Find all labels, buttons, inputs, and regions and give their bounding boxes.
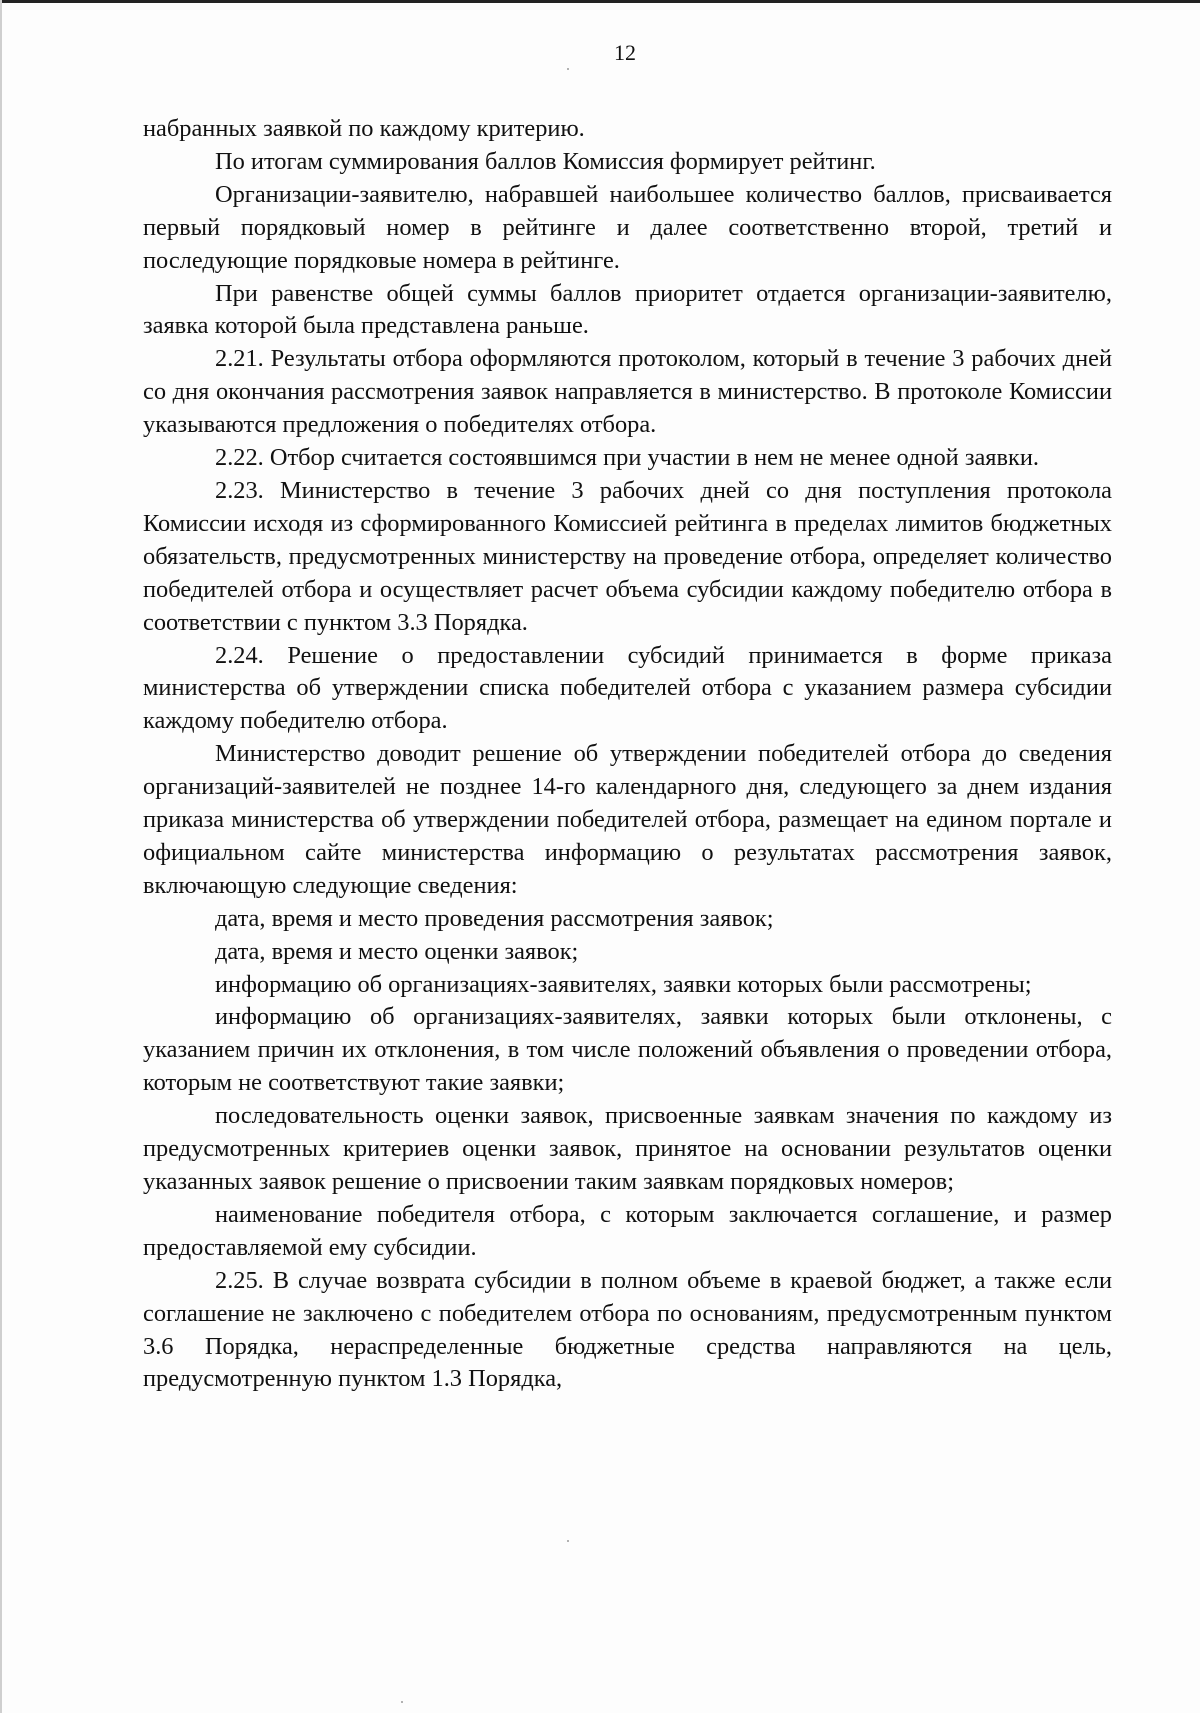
paragraph-2-25: 2.25. В случае возврата субсидии в полном объеме в краевой бюджет, а также если соглашение не заключено с победителем отбора по основаниям, предусмотренным пунктом 3.6 Порядка, нераспределенные бюджетные средства направляются на цель, предусмотренную пунктом 1.3 Порядка, xyxy=(143,1266,1112,1393)
paragraph: набранных заявкой по каждому критерию. xyxy=(143,115,585,142)
paragraph: По итогам суммирования баллов Комиссия формирует рейтинг. xyxy=(215,147,876,175)
paragraph: Организации-заявителю, набравшей наибольшее количество баллов, присваивается первый порядковый номер в рейтинге и далее соответственно второй, третий и последующие порядковые номера в рейтинге. xyxy=(143,180,1112,274)
paragraph-2-22: 2.22. Отбор считается состоявшимся при участии в нем не менее одной заявки. xyxy=(215,444,1040,472)
document-body xyxy=(143,113,1112,1396)
scan-left-edge xyxy=(0,0,2,1713)
list-item: информацию об организациях-заявителях, заявки которых были отклонены, с указанием причин их отклонения, в том числе положений объявления о проведении отбора, которым не соответствуют такие заявки; xyxy=(143,1003,1112,1097)
paragraph: При равенстве общей суммы баллов приоритет отдается организации-заявителю, заявка которой была представлена раньше. xyxy=(143,279,1112,340)
paragraph: Министерство доводит решение об утверждении победителей отбора до сведения организаций-заявителей не позднее 14-го календарного дня, следующего за днем издания приказа министерства об утверждении победителей отбора, размещает на едином портале и официальном сайте министерства информацию о результатах рассмотрения заявок, включающую следующие сведения: xyxy=(143,740,1112,899)
scan-top-edge xyxy=(0,0,1200,3)
list-item: информацию об организациях-заявителях, заявки которых были рассмотрены; xyxy=(215,970,1032,998)
paragraph-2-24: 2.24. Решение о предоставлении субсидий принимается в форме приказа министерства об утверждении списка победителей отбора с указанием размера субсидии каждому победителю отбора. xyxy=(143,641,1112,735)
paragraph-2-23: 2.23. Министерство в течение 3 рабочих дней со дня поступления протокола Комиссии исходя из сформированного Комиссией рейтинга в пределах лимитов бюджетных обязательств, предусмотренных министерству на проведение отбора, определяет количество победителей отбора и осуществляет расчет объема субсидии каждому победителю отбора в соответствии с пунктом 3.3 Порядка. xyxy=(143,476,1112,636)
page-number: 12 xyxy=(614,40,636,65)
list-item: дата, время и место проведения рассмотрения заявок; xyxy=(215,904,774,932)
list-item: наименование победителя отбора, с которым заключается соглашение, и размер предоставляемой ему субсидии. xyxy=(143,1200,1112,1261)
paragraph-2-21: 2.21. Результаты отбора оформляются протоколом, который в течение 3 рабочих дней со дня окончания рассмотрения заявок направляется в министерство. В протоколе Комиссии указываются предложения о победителях отбора. xyxy=(143,345,1112,439)
list-item: последовательность оценки заявок, присвоенные заявкам значения по каждому из предусмотренных критериев оценки заявок, принятое на основании результатов оценки указанных заявок решение о присвоении таким заявкам порядковых номеров; xyxy=(143,1102,1112,1195)
scan-speck xyxy=(567,68,569,70)
list-item: дата, время и место оценки заявок; xyxy=(215,937,579,965)
scan-speck xyxy=(567,1540,569,1542)
scan-speck xyxy=(401,1701,403,1703)
